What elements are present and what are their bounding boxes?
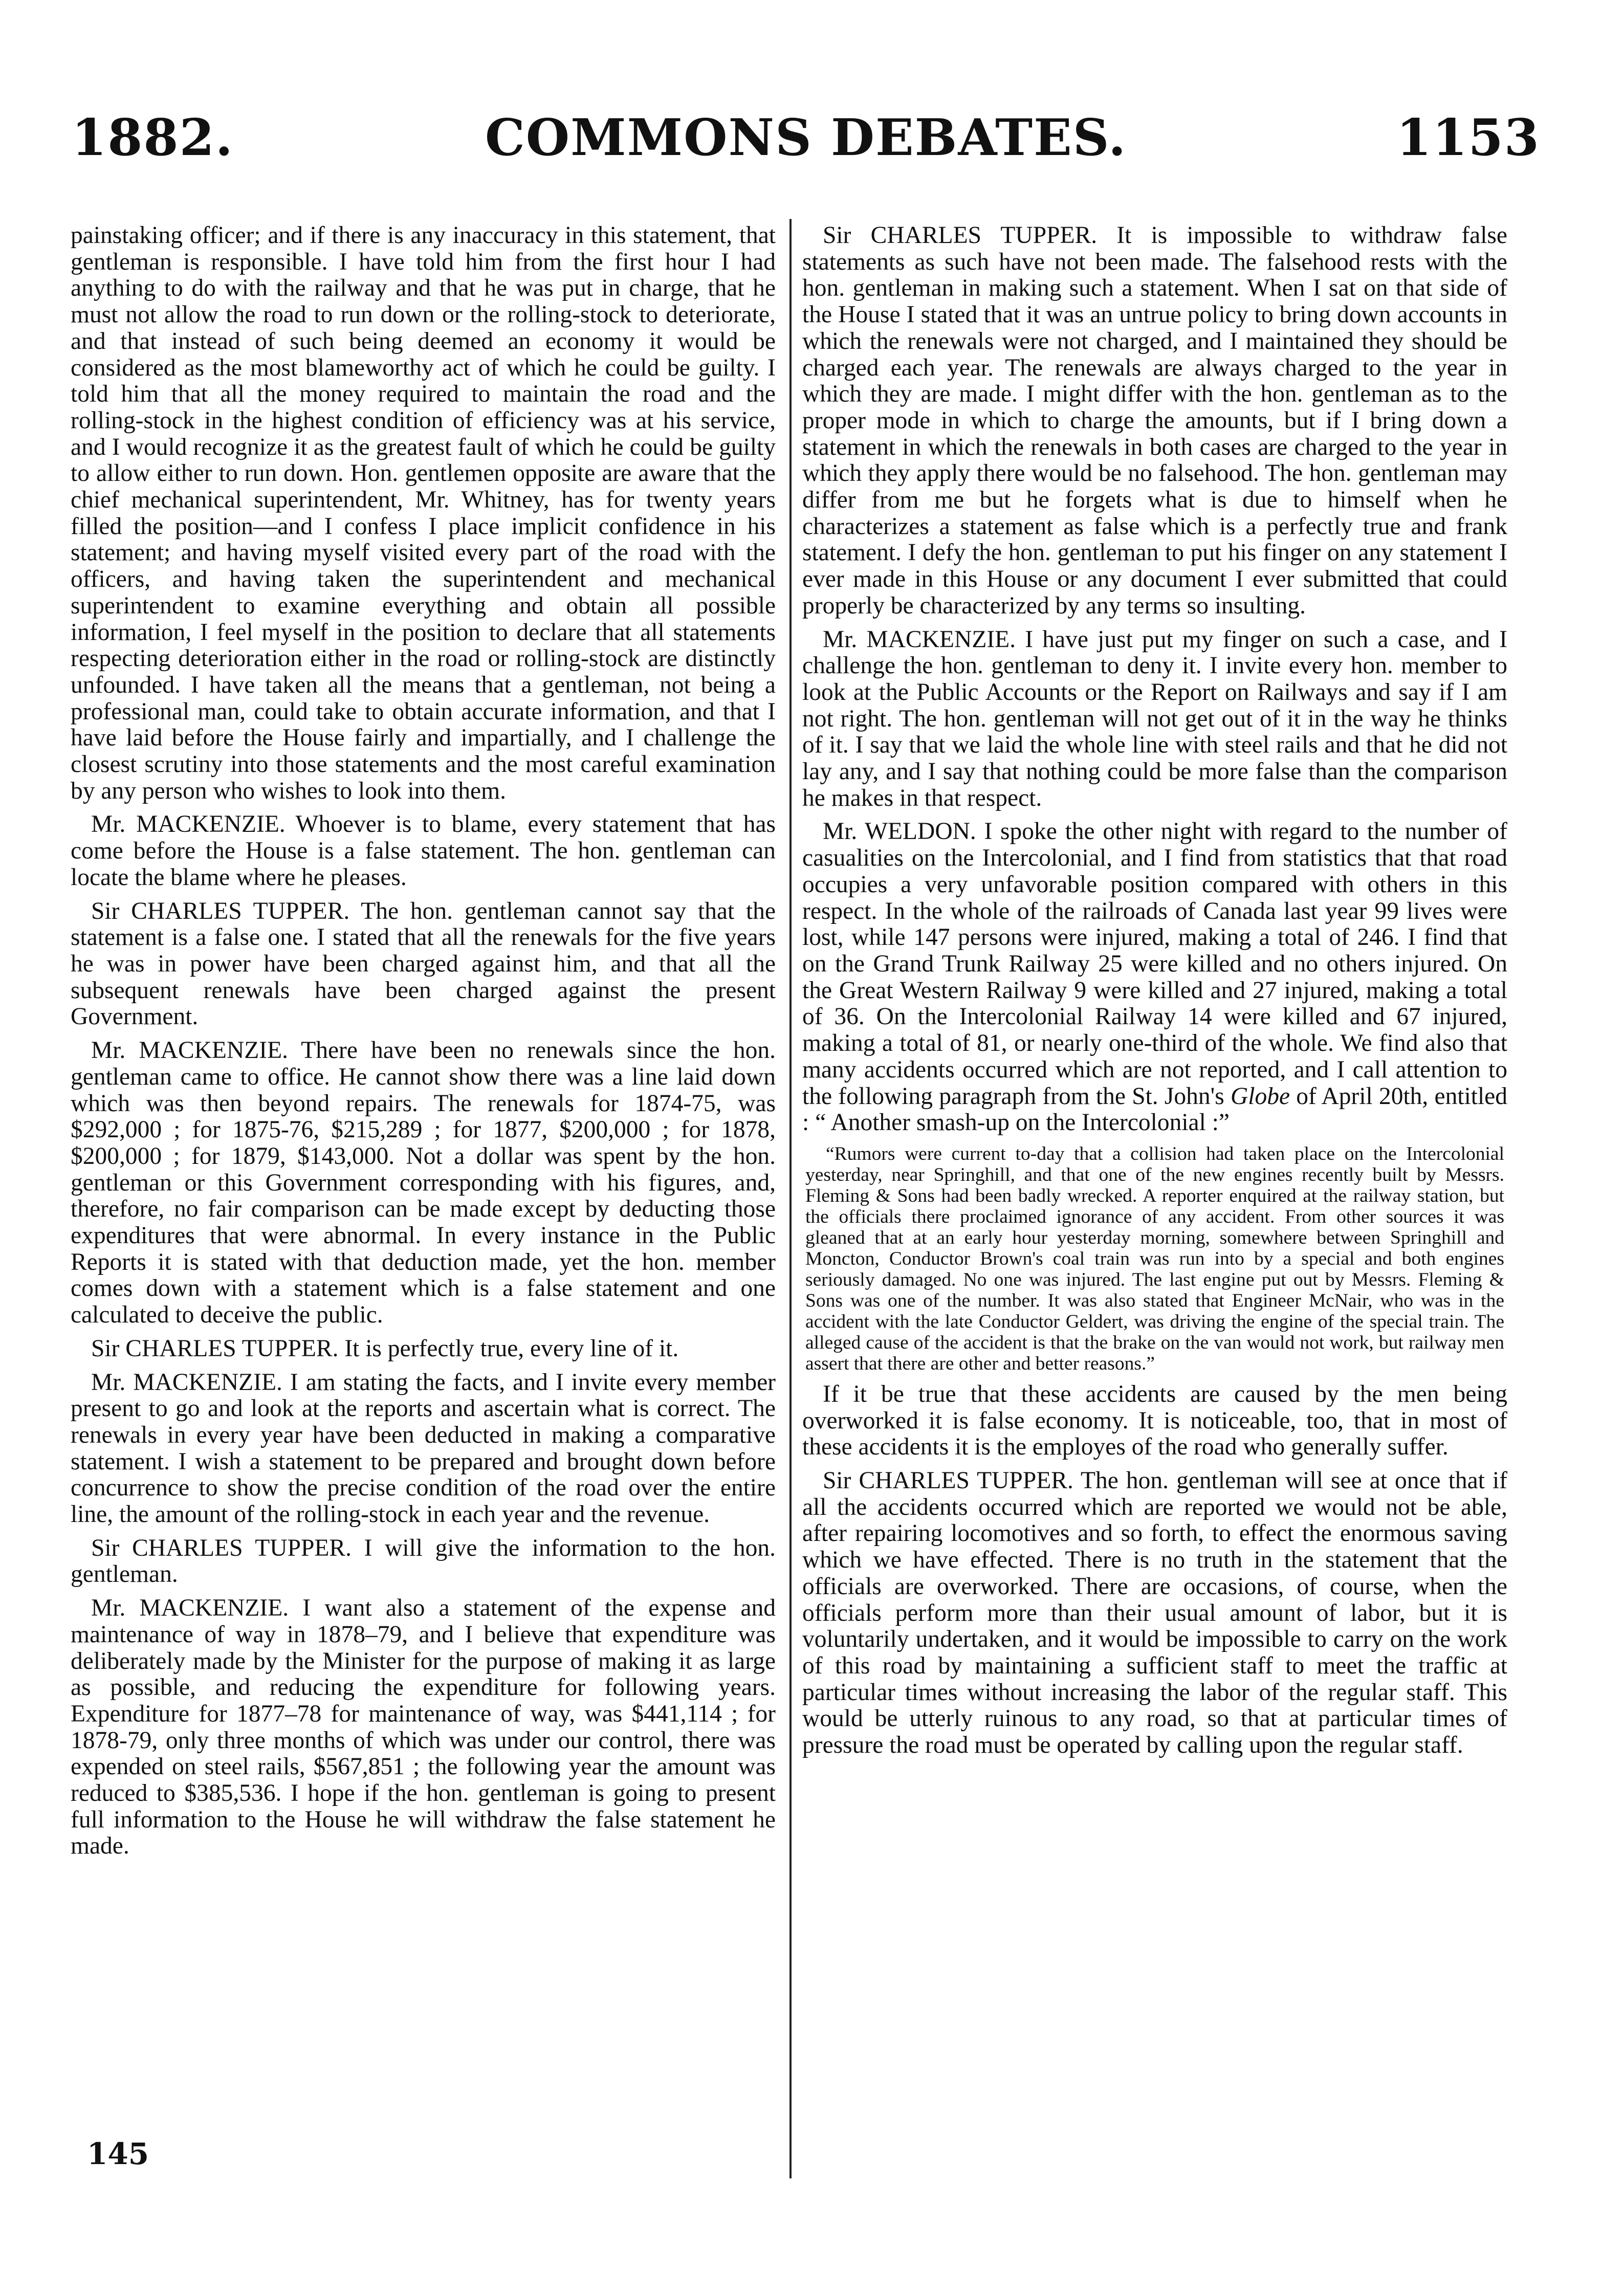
paragraph-text: Mr. WELDON. I spoke the other night with regard to the number of casualities on the Intercolonial, and I find from statistics that that road occupies a very unfavorable position compared with others in this respect. In the whole of the railroads of Canada last year 99 lives were lost, while 147 persons were injured, making a total of 246. I find that on the Grand Trunk Railway 25 were killed and no others injured. On the Great Western Railway 9 were killed and 27 injured, making a total of 36. On the Intercolonial Railway 14 were killed and 67 injured, making a total of 81, or nearly one-third of the whole. We find also that many accidents occurred which are not reported, and I call attention to the following paragraph from the St. John's bbox=[802, 818, 1507, 1110]
paragraph: If it be true that these accidents are caused by the men being overworked it is false economy. It is noticeable, too, that in most of these accidents it is the employes of the road who generally suffer. bbox=[802, 1380, 1507, 1461]
header-page-number: 1153 bbox=[1396, 108, 1540, 167]
header-title: COMMONS DEBATES. bbox=[485, 108, 1127, 167]
paragraph bbox=[802, 819, 1507, 1136]
right-column bbox=[802, 223, 1507, 1766]
paragraph: Sir CHARLES TUPPER. I will give the information to the hon. gentleman. bbox=[71, 1534, 776, 1588]
printer-signature: 145 bbox=[87, 2136, 149, 2171]
newspaper-title: Globe bbox=[1230, 1083, 1290, 1110]
paragraph: Sir CHARLES TUPPER. The hon. gentleman cannot say that the statement is a false one. I stated that all the renewals for the five years he was in power have been charged against him, and that all the subsequent renewals have been charged against the present Government. bbox=[71, 897, 776, 1030]
paragraph: Sir CHARLES TUPPER. The hon. gentleman will see at once that if all the accidents occurred which are reported we would not be able, after repairing locomotives and so forth, to effect the enormous saving which we have effected. There is no truth in the statement that the officials are overworked. There are occasions, of course, when the officials perform more than their usual amount of labor, but it is voluntarily undertaken, and it would be impossible to carry on the work of this road by maintaining a sufficient staff to meet the traffic at particular times without increasing the labor of the regular staff. This would be utterly ruinous to any road, so that at particular times of pressure the road must be operated by calling upon the regular staff. bbox=[802, 1467, 1507, 1759]
paragraph: Mr. MACKENZIE. There have been no renewals since the hon. gentleman came to office. He cannot show there was a line laid down which was then beyond repairs. The renewals for 1874-75, was $292,000 ; for 1875-76, $215,289 ; for 1877, $200,000 ; for 1878, $200,000 ; for 1879, $143,000. Not a dollar was spent by the hon. gentleman or this Government corresponding with his figures, and, therefore, no fair comparison can be made except by deducting those expenditures that were abnormal. In every instance in the Public Reports it is stated with that deduction made, yet the hon. member comes down with a statement which is a false statement and one calculated to deceive the public. bbox=[71, 1037, 776, 1329]
paragraph: Sir CHARLES TUPPER. It is perfectly true, every line of it. bbox=[91, 1335, 679, 1362]
paragraph: Mr. MACKENZIE. I want also a statement of the expense and maintenance of way in 1878–79, and I believe that expenditure was deliberately made by the Minister for the purpose of making it as large as possible, and reducing the expenditure for following years. Expenditure for 1877–78 for maintenance of way, was $441,114 ; for 1878-79, only three months of which was under our control, there was expended on steel rails, $567,851 ; the following year the amount was reduced to $385,536. I hope if the hon. gentleman is going to present full information to the House he will withdraw the false statement he made. bbox=[71, 1595, 776, 1860]
paragraph: painstaking officer; and if there is any inaccuracy in this statement, that gentleman is responsible. I have told him from the first hour I had anything to do with the railway and that he was put in charge, that he must not allow the road to run down or the rolling-stock to deteriorate, and that instead of such being deemed an economy it would be considered as the most blameworthy act of which he could be guilty. I told him that all the money required to maintain the road and the rolling-stock in the highest condition of efficiency was at his service, and I would recognize it as the greatest fault of which he could be guilty to allow either to run down. Hon. gentlemen opposite are aware that the chief mechanical superintendent, Mr. Whitney, has for twenty years filled the position—and I confess I place implicit confidence in his statement; and having myself visited every part of the road with the officers, and having taken the superintendent and mechanical superintendent to examine everything and obtain all possible information, I feel myself in the position to declare that all statements respecting deterioration either in the road or rolling-stock are distinctly unfounded. I have taken all the means that a gentleman, not being a professional man, could take to obtain accurate information, and that I have laid before the House fairly and impartially, and I challenge the closest scrutiny into those statements and the most careful examination by any person who wishes to look into them. bbox=[71, 222, 776, 804]
paragraph-text: of April 20th, entitled : “ Another smash-up on the Intercolonial :” bbox=[802, 1083, 1507, 1136]
quoted-newspaper-paragraph: “Rumors were current to-day that a collision had taken place on the Intercolonial yesterday, near Springhill, and that one of the new engines recently built by Messrs. Fleming & Sons had been badly wrecked. A reporter enquired at the railway station, but the officials there proclaimed ignorance of any accident. From other sources it was gleaned that at an early hour yesterday morning, somewhere between Springhill and Moncton, Conductor Brown's coal train was run into by a special and both engines seriously damaged. No one was injured. The last engine put out by Messrs. Fleming & Sons was one of the number. It was also stated that Engineer McNair, who was in the accident with the late Conductor Geldert, was driving the engine of the special train. The alleged cause of the accident is that the brake on the van would not work, but railway men assert that there are other and better reasons.” bbox=[805, 1143, 1504, 1374]
paragraph: Mr. MACKENZIE. I have just put my finger on such a case, and I challenge the hon. gentleman to deny it. I invite every hon. member to look at the Public Accounts or the Report on Railways and say if I am not right. The hon. gentleman will not get out of it in the way he thinks of it. I say that we laid the whole line with steel rails and that he did not lay any, and I say that nothing could be more false than the comparison he makes in that respect. bbox=[802, 626, 1507, 811]
paragraph: Mr. MACKENZIE. Whoever is to blame, every statement that has come before the House is a false statement. The hon. gentleman can locate the blame where he pleases. bbox=[71, 811, 776, 891]
column-divider bbox=[789, 219, 792, 2178]
paragraph: Mr. MACKENZIE. I am stating the facts, and I invite every member present to go and look at the reports and ascertain what is correct. The renewals in every year have been deducted in making a comparative statement. I wish a statement to be prepared and brought down before concurrence to show the precise condition of the road over the entire line, the amount of the rolling-stock in each year and the revenue. bbox=[71, 1369, 776, 1528]
header-year: 1882. bbox=[72, 108, 234, 167]
paragraph: Sir CHARLES TUPPER. It is impossible to withdraw false statements as such have not been made. The falsehood rests with the hon. gentleman in making such a statement. When I sat on that side of the House I stated that it was an untrue policy to bring down accounts in which the renewals were not charged, and I maintained they should be charged each year. The renewals are always charged to the year in which they are made. I might differ with the hon. gentleman as to the proper mode in which to charge the amounts, but if I bring down a statement in which the renewals in both cases are charged to the year in which they apply there would be no falsehood. The hon. gentleman may differ from me but he forgets what is due to himself when he characterizes a statement as false which is a perfectly true and frank statement. I defy the hon. gentleman to put his finger on any statement I ever made in this House or any document I ever submitted that could properly be characterized by any terms so insulting. bbox=[802, 222, 1507, 619]
left-column bbox=[71, 223, 776, 1867]
page-header bbox=[72, 105, 1540, 192]
